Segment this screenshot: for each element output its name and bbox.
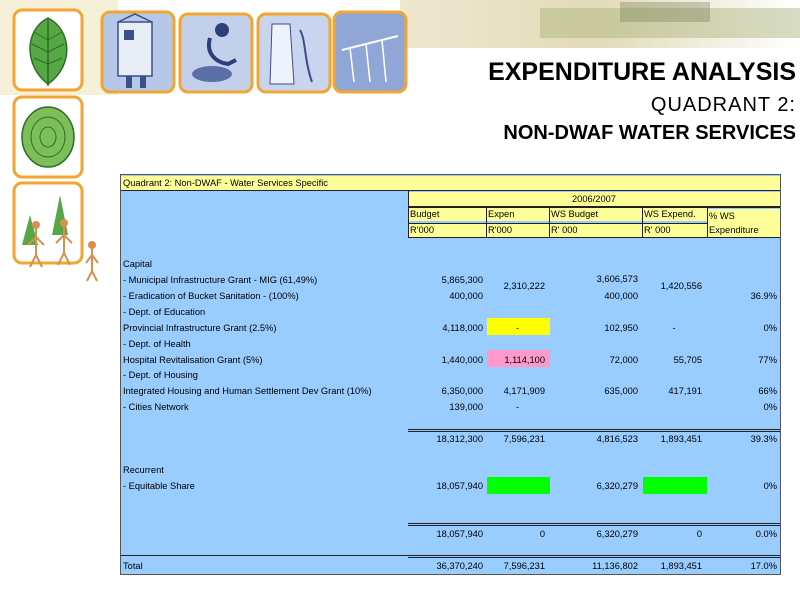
capital-row-budget: 5,865,300 <box>441 275 483 285</box>
grand-total-ws-expend: 1,893,451 <box>660 561 702 571</box>
grand-total-label: Total <box>123 561 143 571</box>
capital-row-ws-budget: 635,000 <box>604 386 638 397</box>
capital-row-expen: 1,114,100 <box>504 354 545 365</box>
capital-row-label: - Dept. of Housing <box>123 370 198 381</box>
capital-row-budget: 4,118,000 <box>442 322 483 333</box>
capital-row-label: Integrated Housing and Human Settlement Dev Grant (10%) <box>123 386 372 397</box>
col-ws-expend-header: WS Expend. <box>642 207 707 221</box>
sheet-caption: Quadrant 2: Non-DWAF - Water Services Specific <box>121 176 780 191</box>
tree-ring-icon <box>14 97 82 177</box>
capital-total-pct: 39.3% <box>750 434 777 444</box>
capital-row-pct: 36.9% <box>750 290 777 301</box>
col-budget-header: Budget <box>408 207 486 221</box>
capital-row-label: - Eradication of Bucket Sanitation - (100%) <box>123 290 299 301</box>
waterfall-icon <box>258 14 330 92</box>
col-expen-header: Expen <box>486 207 549 221</box>
equitable-share-ws-budget: 6,320,279 <box>596 481 638 491</box>
slide-title: EXPENDITURE ANALYSIS <box>488 58 796 86</box>
grand-total-budget: 36,370,240 <box>436 561 483 571</box>
capital-row-pct: 0% <box>763 402 777 413</box>
capital-row-label: Hospital Revitalisation Grant (5%) <box>123 354 263 365</box>
capital-row-budget: 139,000 <box>449 402 483 413</box>
leaf-icon <box>14 10 82 90</box>
capital-row-ws-budget: 400,000 <box>604 290 638 301</box>
col-pct-header-line2: Expenditure <box>707 223 780 237</box>
highlight-green-expen <box>487 477 550 494</box>
capital-row-expen: - <box>515 322 520 333</box>
slide-subtitle-2: NON-DWAF WATER SERVICES <box>503 122 796 144</box>
capital-total-ws-budget: 4,816,523 <box>596 434 638 444</box>
equitable-share-label: - Equitable Share <box>123 481 195 491</box>
capital-row-label: - Municipal Infrastructure Grant - MIG (61,49%) <box>123 275 318 285</box>
capital-row-pct: 0% <box>763 322 777 333</box>
capital-row-ws-budget: 72,000 <box>609 354 638 365</box>
period-header: 2006/2007 <box>408 192 780 207</box>
capital-row-ws-budget: 102,950 <box>604 322 638 333</box>
mig-ws-expend: 1,420,556 <box>660 281 702 291</box>
capital-label: Capital <box>123 259 152 269</box>
expenditure-sheet <box>120 174 781 575</box>
left-decor-strip <box>0 95 118 600</box>
capital-row-pct: 77% <box>758 354 777 365</box>
unit-budget: R'000 <box>408 223 486 237</box>
capital-row-ws-expend: 417,191 <box>668 386 702 397</box>
capital-row-ws-expend: - <box>672 322 676 333</box>
capital-row-label: - Cities Network <box>123 402 189 413</box>
water-tank-icon <box>102 12 174 92</box>
recurrent-total-budget: 18,057,940 <box>436 529 483 539</box>
highlight-green-ws-expend <box>643 477 707 494</box>
grand-total-pct: 17.0% <box>750 561 777 571</box>
capital-row-label: - Dept. of Education <box>123 306 206 317</box>
equitable-share-budget: 18,057,940 <box>436 481 483 491</box>
capital-row-expen: - <box>515 402 520 413</box>
unit-expen: R'000 <box>486 223 549 237</box>
recurrent-total-pct: 0.0% <box>755 529 777 539</box>
capital-row-budget: 1,440,000 <box>441 354 483 365</box>
capital-row-budget: 6,350,000 <box>441 386 483 397</box>
capital-total-ws-expend: 1,893,451 <box>660 434 702 444</box>
mig-expen: 2,310,222 <box>503 281 545 291</box>
capital-total-budget: 18,312,300 <box>436 434 483 444</box>
recurrent-label: Recurrent <box>123 465 164 475</box>
unit-ws-expend: R' 000 <box>642 223 707 237</box>
grand-total-expen: 7,596,231 <box>503 561 545 571</box>
washing-person-icon <box>180 14 252 92</box>
col-ws-budget-header: WS Budget <box>549 207 642 221</box>
equitable-share-pct: 0% <box>763 481 777 491</box>
mig-ws-budget: 3,606,573 <box>596 274 638 284</box>
recurrent-total-ws-budget: 6,320,279 <box>596 529 638 539</box>
capital-row-label: - Dept. of Health <box>123 338 191 349</box>
recurrent-total-expen: 0 <box>539 529 545 539</box>
col-pct-header: % WS <box>707 209 780 223</box>
capital-total-expen: 7,596,231 <box>503 434 545 444</box>
capital-row-label: Provincial Infrastructure Grant (2.5%) <box>123 322 277 333</box>
capital-row-expen: 4,171,909 <box>503 386 545 397</box>
grand-total-ws-budget: 11,136,802 <box>592 561 638 571</box>
slide-subtitle: QUADRANT 2: <box>650 94 796 116</box>
capital-row-pct: 66% <box>758 386 777 397</box>
recurrent-total-ws-expend: 0 <box>696 529 702 539</box>
unit-ws-budget: R' 000 <box>549 223 642 237</box>
irrigation-icon <box>334 12 406 92</box>
capital-row-ws-expend: 55,705 <box>673 354 702 365</box>
capital-row-budget: 400,000 <box>449 290 483 301</box>
